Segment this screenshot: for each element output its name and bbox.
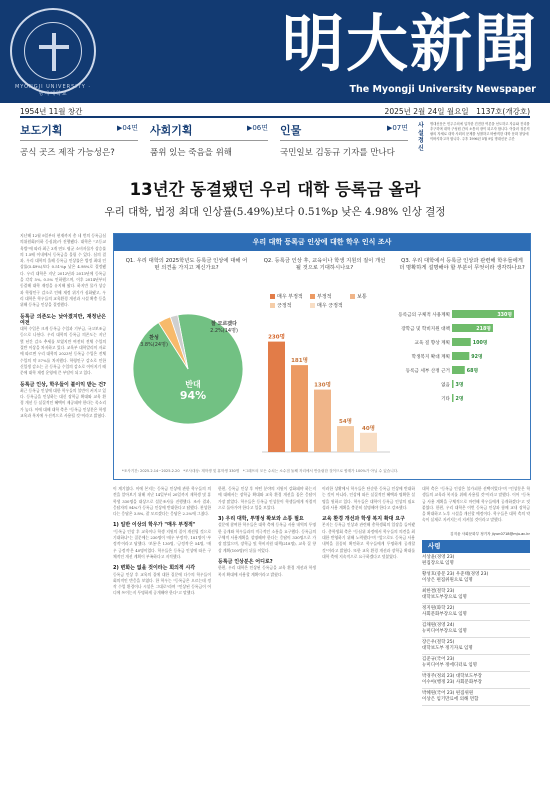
legend-label: 부정적 <box>317 294 332 300</box>
bar-category-label: 등록금 세부 산정 근거 <box>405 369 450 374</box>
staff-appointments <box>422 540 530 800</box>
article-column-2: 이 계기였다. 이에 본지는 등록금 인상에 관한 학우들의 의견을 알아보기 위해 지난 14일부터 20일까지 재학생 및 휴학생 330명을 대상으로 설문조사를 진행했다. 조사 결과, 응답자의 94%가 등록금 인상에 반대한다고 답했다. 찬성한다는 응답은 3.8%, 잘 모르겠다는 응답은 2.2%에 그쳤다. 1) 일반 이상의 학우가 "매우 부정적" "등록금 인상 후 교육이나 학생 지원의 질이 개선될 것으로 기대하냐"는 질문에는 230명이 '매우 부정적', 181명이 '부정적'이라고 답했다. '보통'은 130명, '긍정적'은 54명, '매우 긍정적'은 40명이었다. 학우들은 등록금 인상에 따른 구체적인 개선 계획이 부족하다고 지적했다. 2) 변화는 없을 것이라는 회의적 시각 등록금 인상 후 교육의 질에 대한 질문에 다수의 학우들이 회의적인 반응을 보였다. 한 학우는 "등록금은 오르는데 정작 수업 환경이나 시설은 그대로"라며 "인상된 등록금이 어디에 쓰이는지 투명하게 공개해야 한다"고 말했다. <box>113 486 211 596</box>
issue-date: 2025년 2월 24일 월요일 1137호(개강호) <box>384 107 530 116</box>
graphic-footnote: *조사기간: 2025.2.14~2025.2.20 *조사대상: 재학생 및 휴학생 330명 *그래프의 모든 수치는 소수점 둘째 자리에서 반올림한 것이므로 합계가 100%가 아닐 수 있습니다. <box>122 469 399 473</box>
promo-page: ▶04면 <box>116 124 138 132</box>
bar-category-label: 장학금 및 학비지원 대책 <box>401 327 450 332</box>
motto-text: 명대신문은 민주주의에 입각한 건전한 여론을 선도하고 자유와 진리를 추구하며 대학 구성원 간의 소통의 장이 되고자 합니다. 아울러 정론직필의 자세로 대학 사회의 문제를 성찰하고 바람직한 대학 문화 창달에 이바지하고자 합니다. 주후 1996년 5월 9일 명대신문 주간 <box>430 122 530 141</box>
survey-graphic <box>113 233 531 480</box>
promo-row <box>20 122 530 166</box>
article-column-3: 한편, 등록금 인상 후 어떤 분야의 지원이 강화돼야 하는지에 대해서는 장학금 확대와 교육 환경 개선을 꼽은 응답이 가장 많았다. 학우들은 등록금 인상분이 학생들에게 직접적으로 돌아가야 한다고 입을 모았다. 3) 우리 대학, 투명성 확보와 소통 필요 설문에 참여한 학우들은 대학 측에 등록금 사용 내역의 투명한 공개와 학우들과의 적극적인 소통을 요구했다. 등록금의 구체적 사용계획을 설명해야 한다는 응답이 330명으로 가장 많았으며, 장학금 및 학비지원 대책(218명), 교육 질 향상 계획(100명)이 뒤를 이었다. 등록금 인상분은 어디로? 한편, 우리 대학은 인상된 등록금을 교육 환경 개선과 학생 복지 확대에 사용할 계획이라고 밝혔다. <box>218 486 316 577</box>
bar-category-label: 기타 <box>441 397 450 402</box>
q2-question: Q2. 등록금 인상 후, 교육이나 학생 지원의 질이 개선될 것으로 기대하시나요? <box>263 258 386 271</box>
motto-label: 사설 정신 <box>418 122 424 152</box>
bar-value-label: 68명 <box>466 369 479 374</box>
staff-row: 박경주(정외 23) 대학보도부장 이수아(행정 23) 사회문화부장 <box>422 672 530 689</box>
founded-date: 1954년 11월 창간 <box>20 107 83 116</box>
bar-value-label: 130명 <box>314 382 331 389</box>
pie-label: 94% <box>179 389 207 402</box>
promo-item[interactable] <box>150 122 268 166</box>
promo-item[interactable] <box>280 122 408 166</box>
article-column-4: 이러한 상황에서 학우들은 단순한 등록금 인상에 반대하는 것이 아니라, 인상에 따른 실질적인 혜택과 명확한 설명을 원하고 있다. 학우들은 대학이 등록금 인상의 필요성과 사용 계획을 충분히 설명해야 한다고 강조했다. 교육 환경 개선과 학생 복지 확대 요구 본지는 등록금 인상과 관련해 총학생회의 입장을 들어봤다. 총학생회 측은 "등심위 과정에서 학우들의 의견을 최대한 반영하기 위해 노력했다"며 "앞으로도 등록금 사용 내역을 꼼꼼히 확인하고 학우들에게 투명하게 공개할 것"이라고 밝혔다. 또한 교육 환경 개선과 장학금 확대를 대학 측에 지속적으로 요구하겠다고 덧붙였다. <box>322 486 415 559</box>
pie-label: 2.2%(14명) <box>210 328 238 334</box>
masthead <box>0 0 550 103</box>
q1-pie-chart <box>118 294 258 454</box>
section-heading: 1) 일반 이상의 학우가 "매우 부정적" <box>113 522 196 529</box>
staff-title: 사령 <box>422 540 530 553</box>
bar <box>291 365 308 452</box>
article-byline: 김지윤 사회문화부 정기자 jiyun0718@mju.ac.kr <box>450 532 530 536</box>
bar-value-label: 54명 <box>339 419 352 426</box>
pie-label: 반대 <box>185 380 201 389</box>
promo-subtitle: 품위 있는 죽음을 위해 <box>150 148 233 158</box>
bar <box>360 433 377 452</box>
seal-text: MYONGJI UNIVERSITY · 명지대학교 <box>14 84 92 97</box>
section-heading: 등록금 인상, 학우들이 불이익 받는 건? <box>20 381 106 388</box>
article-column-5: 대학 측은 "등록금 인상은 불가피한 선택이었다"며 "인상분은 학생들의 교육과 복지를 위해 사용될 것"이라고 말했다. 이어 "등록금 사용 계획을 구체적으로 마련해 학우들에게 공개하겠다"고 덧붙였다. 한편, 우리 대학은 이번 등록금 인상과 함께 교내 장학금을 확대하고 노후 시설을 개선할 예정이다. 학우들은 대학 측의 약속이 실제로 지켜지는지 지켜볼 것이라고 말했다. <box>422 486 530 523</box>
staff-row: 최한결(철학 23) 대학보도부장으로 임명 <box>422 587 530 604</box>
bar-category-label: 학생복지 확대 계획 <box>411 355 450 360</box>
promo-subtitle: 국민일보 김동규 기자를 만나다 <box>280 148 395 158</box>
legend-swatch <box>310 303 315 308</box>
q1-question: Q1. 우리 대학의 2025학년도 등록금 인상에 대해 어떤 의견을 가지고 계신가요? <box>125 258 248 271</box>
section-heading: 교육 환경 개선과 학생 복지 확대 요구 <box>322 516 405 523</box>
bar-category-label: 등록금의 구체적 사용계획 <box>398 313 450 318</box>
pie-label: 3.8%(24명) <box>140 342 168 348</box>
pie-label: 잘 모르겠다 <box>211 321 237 327</box>
q3-question: Q3. 우리 대학에서 등록금 인상과 관련해 학우들에게 더 명확하게 설명해야 할 부분이 무엇이라 생각하나요? <box>399 258 525 271</box>
university-seal-icon <box>10 8 96 97</box>
legend-label: 매우 긍정적 <box>317 303 343 309</box>
bar-value-label: 2명 <box>455 397 464 402</box>
bar <box>452 338 471 346</box>
newspaper-subtitle: The Myongji University Newspaper <box>349 84 536 95</box>
newspaper-logo: 明大新聞 <box>281 7 538 80</box>
bar <box>452 366 465 374</box>
staff-row: 서상윤(경영 23) 편집장으로 임명 <box>422 553 530 570</box>
legend-label: 보통 <box>357 294 367 300</box>
bar-value-label: 181명 <box>291 358 308 365</box>
staff-row: 박혜원(국어 23) 편집위원 이상은 임기만료에 의해 면함 <box>422 689 530 706</box>
section-heading: 등록금 의존도는 낮아졌지만, 재정난은 여전 <box>20 313 106 326</box>
bar-value-label: 92명 <box>471 355 483 360</box>
bar <box>452 352 469 360</box>
subheadline: 우리 대학, 법정 최대 인상률(5.49%)보다 0.51%p 낮은 4.98% 인상 결정 <box>104 206 446 218</box>
pie-label: 찬성 <box>149 335 159 341</box>
legend-label: 긍정적 <box>277 303 292 309</box>
bar <box>452 394 454 402</box>
promo-page: ▶07면 <box>386 124 408 132</box>
staff-row: 황성호(중문 23) 우준태(경영 23) 이상은 편집위원으로 임명 <box>422 570 530 587</box>
legend-swatch <box>270 303 275 308</box>
bar <box>314 390 331 452</box>
bar-value-label: 218명 <box>476 327 491 332</box>
legend-swatch <box>270 294 275 299</box>
motto-box <box>418 122 530 168</box>
promo-item[interactable] <box>20 122 138 166</box>
section-heading: 등록금 인상분은 어디로? <box>218 558 273 565</box>
motto-sign: 주후 1996년 5월 9일 명대신문 주간 <box>461 137 515 141</box>
legend-swatch <box>310 294 315 299</box>
staff-list <box>422 553 530 706</box>
bar-value-label: 230명 <box>268 334 285 341</box>
bar-value-label: 100명 <box>472 341 488 346</box>
legend-label: 매우 부정적 <box>277 294 303 300</box>
graphic-title: 우리 대학 등록금 인상에 대한 학우 인식 조사 <box>114 234 530 251</box>
bar <box>337 426 354 452</box>
bar-category-label: 교육 질 향상 계획 <box>414 341 450 346</box>
article-column-1: 지난해 12월 9일부터 현재까지 총 네 번의 등록금심의위원회(이하 등심위)가 진행됐다. 대학은 "고등교육법"에 따라 최근 3개 연도 평균 소비자물가 상승률의 1.5배 이내에서 등록금을 올릴 수 있다. 심의 결과, 우리 대학의 올해 등록금 인상률은 법정 최대 인상률(5.49%)보다 0.51%p 낮은 4.98%로 결정됐다. 우리 대학은 지난 2012년과 2013년에 등록금을 각각 5%, 0.5% 인하했으며, 이후 2014년부터 동결해 대학 재정을 유지해 왔다. 하지만 물가 상승과 학령인구 감소로 인해 재정 위기가 심화됐고, 우리 대학은 학우들의 교육환경 개선과 시설 확충 등을 위해 등록금 인상을 결정했다. 등록금 의존도는 낮아졌지만, 재정난은 여전 대학 수입은 크게 등록금 수입과 기부금, 국고보조금 등으로 나뉜다. 우리 대학의 등록금 의존도는 지난 몇 년간 감소 추세를 보였지만 여전히 전체 수입의 절반 이상을 차지하고 있다. 교육부 대학알리미 자료에 따르면 우리 대학의 2023년 등록금 수입은 전체 수입의 약 57%를 차지했다. 학령인구 감소로 인한 신입생 감소는 곧 등록금 수입의 감소로 이어지기 때문에 대학 재정 운영에 큰 부담이 되고 있다. 등록금 인상, 학우들이 불이익 받는 건? 최근 등록금 인상에 대한 학우들의 불만이 커지고 있다. 등록금을 인상하는 대신 장학금 확대와 교육 환경 개선 등 실질적인 혜택이 제공돼야 한다는 목소리가 높다. 이에 대해 대학 측은 "등록금 인상분은 학생 교육과 복지에 우선적으로 사용될 것"이라고 밝혔다. <box>20 233 106 419</box>
staff-row: 장은우(철학 25) 대학보도부 정기자로 임명 <box>422 638 530 655</box>
section-heading: 3) 우리 대학, 투명성 확보와 소통 필요 <box>218 516 304 523</box>
promo-title: 사회기획 <box>150 122 268 141</box>
promo-title: 보도기획 <box>20 122 138 141</box>
bar <box>452 380 454 388</box>
promo-page: ▶06면 <box>246 124 268 132</box>
q3-bar-chart <box>394 292 530 462</box>
dateline <box>20 104 530 118</box>
bar-value-label: 330명 <box>497 313 512 318</box>
q2-bar-chart <box>258 292 394 462</box>
section-heading: 2) 변화는 없을 것이라는 회의적 시각 <box>113 565 196 572</box>
bar-value-label: 40명 <box>362 425 375 432</box>
legend-swatch <box>350 294 355 299</box>
staff-row: 김채원(경영 24) 뉴미디어부장으로 임명 <box>422 621 530 638</box>
bar-category-label: 없음 <box>441 383 450 388</box>
staff-row: 김준규(국어 23) 뉴미디어부 정에디터로 임명 <box>422 655 530 672</box>
promo-title: 인물 <box>280 122 408 141</box>
staff-row: 정지원(화학 22) 사회문화부장으로 임명 <box>422 604 530 621</box>
promo-subtitle: 공식 곳즈 제작 가능성은? <box>20 148 115 158</box>
headline: 13년간 동결됐던 우리 대학 등록금 올라 <box>129 180 421 199</box>
bar <box>268 342 285 452</box>
bar-value-label: 3명 <box>455 383 464 388</box>
